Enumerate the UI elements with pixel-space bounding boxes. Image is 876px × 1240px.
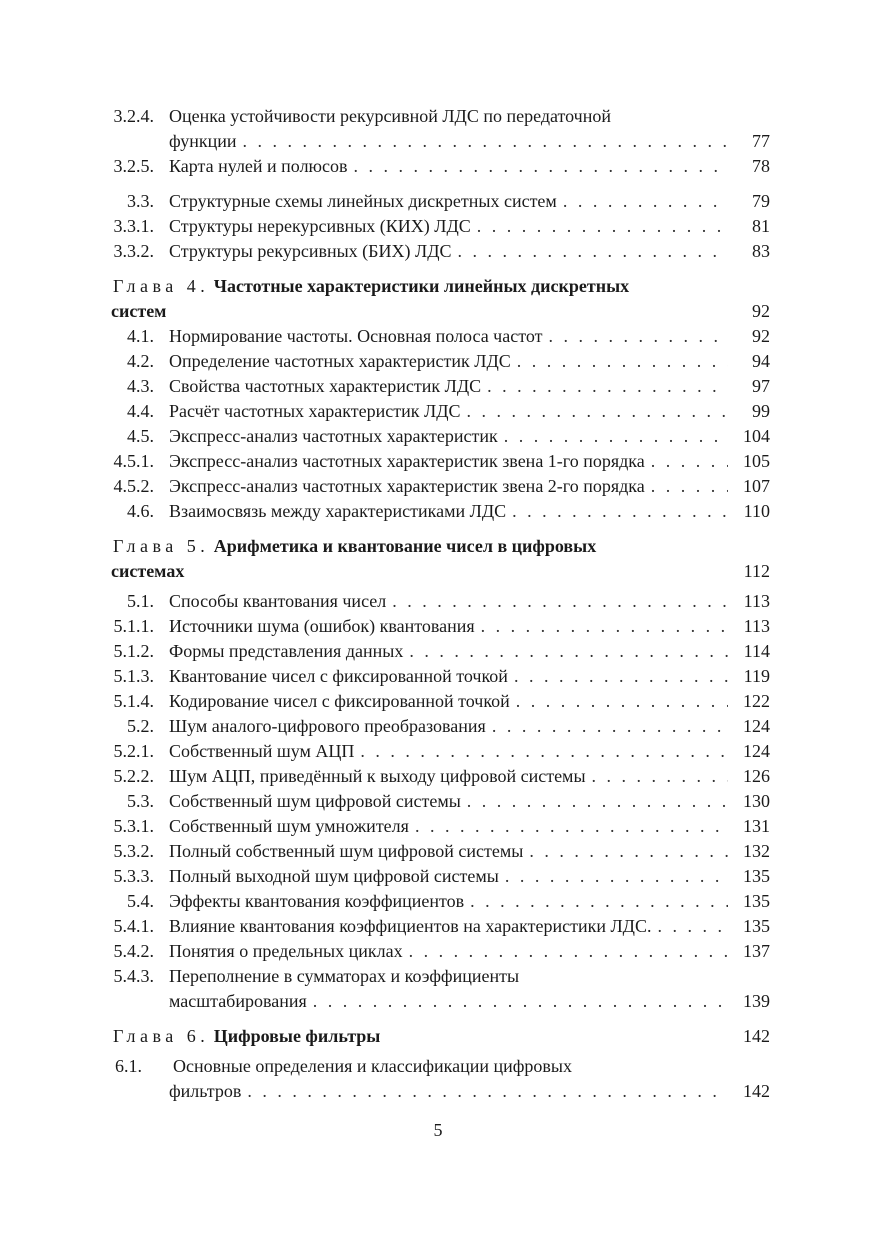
toc-page: 126 [743, 766, 770, 786]
toc-number: 4.5. [127, 426, 154, 446]
toc-number: 3.3.2. [113, 241, 154, 261]
toc-entry[interactable] [105, 589, 770, 614]
toc-page: 130 [743, 791, 770, 811]
toc-entry[interactable] [105, 714, 770, 739]
toc-title: Экспресс-анализ частотных характеристик [169, 426, 498, 446]
toc-title-continuation: фильтров [169, 1081, 242, 1101]
chapter-title: Цифровые фильтры [213, 1026, 381, 1046]
toc-title: Свойства частотных характеристик ЛДС [169, 376, 482, 396]
toc-number: 5.4.1. [113, 916, 154, 936]
toc-page: 97 [752, 376, 770, 396]
toc-entry[interactable] [105, 324, 770, 349]
toc-number: 5.4.3. [113, 966, 154, 986]
toc-leader-dots [409, 814, 728, 839]
toc-title: Понятия о предельных циклах [169, 941, 403, 961]
toc-page: 135 [743, 866, 770, 886]
toc-page: 139 [743, 991, 770, 1011]
toc-entry[interactable] [105, 104, 770, 129]
toc-number: 4.5.1. [113, 451, 154, 471]
toc-title: Способы квантования чисел [169, 591, 387, 611]
table-of-contents [105, 104, 770, 1104]
toc-page: 105 [743, 451, 770, 471]
toc-number: 5.1.4. [113, 691, 154, 711]
chapter-label: Глава 4. [113, 276, 210, 296]
toc-title: Собственный шум умножителя [169, 816, 409, 836]
toc-entry[interactable] [105, 499, 770, 524]
toc-number: 5.3.3. [113, 866, 154, 886]
toc-number: 4.2. [127, 351, 154, 371]
toc-entry[interactable] [105, 1054, 770, 1079]
toc-number: 5.4. [127, 891, 154, 911]
toc-title: Шум АЦП, приведённый к выходу цифровой системы [169, 766, 586, 786]
toc-entry[interactable] [105, 789, 770, 814]
chapter-title-continuation: систем [111, 301, 167, 321]
toc-number: 4.4. [127, 401, 154, 421]
toc-number: 4.5.2. [113, 476, 154, 496]
toc-entry[interactable] [105, 239, 770, 264]
toc-page: 81 [752, 216, 770, 236]
toc-page: 94 [752, 351, 770, 371]
toc-title: Влияние квантования коэффициентов на характеристики ЛДС. [169, 916, 652, 936]
toc-number: 5.1.1. [113, 616, 154, 636]
toc-leader-dots [481, 374, 728, 399]
toc-leader-dots [486, 714, 728, 739]
toc-number: 3.2.4. [113, 106, 154, 126]
toc-entry[interactable] [105, 614, 770, 639]
toc-title: Собственный шум АЦП [169, 741, 355, 761]
toc-entry[interactable] [105, 664, 770, 689]
toc-title: Формы представления данных [169, 641, 404, 661]
toc-title: Полный собственный шум цифровой системы [169, 841, 524, 861]
toc-leader-dots [354, 739, 728, 764]
toc-page: 135 [743, 916, 770, 936]
toc-chapter[interactable] [105, 1024, 770, 1049]
toc-leader-dots [348, 154, 729, 179]
toc-entry[interactable] [105, 349, 770, 374]
toc-leader-dots [645, 449, 728, 474]
toc-leader-dots [237, 129, 729, 154]
toc-page: 124 [743, 716, 770, 736]
toc-number: 5.1.2. [113, 641, 154, 661]
toc-number: 3.3.1. [113, 216, 154, 236]
toc-entry[interactable] [105, 689, 770, 714]
toc-entry[interactable] [105, 639, 770, 664]
toc-number: 5.3. [127, 791, 154, 811]
toc-entry[interactable] [105, 189, 770, 214]
toc-leader-dots [471, 214, 728, 239]
toc-page: 107 [743, 476, 770, 496]
toc-number: 4.6. [127, 501, 154, 521]
toc-leader-dots [241, 1079, 728, 1104]
toc-page: 122 [743, 691, 770, 711]
toc-leader-dots [464, 889, 728, 914]
toc-leader-dots [307, 989, 728, 1014]
toc-number: 3.3. [127, 191, 154, 211]
toc-leader-dots [523, 839, 728, 864]
toc-title: Полный выходной шум цифровой системы [169, 866, 499, 886]
toc-title: Шум аналого-цифрового преобразования [169, 716, 486, 736]
toc-page: 104 [743, 426, 770, 446]
toc-entry[interactable] [105, 154, 770, 179]
toc-page: 112 [743, 561, 770, 581]
toc-leader-dots [506, 499, 728, 524]
page-number: 5 [433, 1120, 443, 1140]
toc-page: 77 [752, 131, 770, 151]
toc-leader-dots [499, 864, 728, 889]
toc-entry-continuation[interactable] [105, 989, 770, 1014]
toc-entry[interactable] [105, 764, 770, 789]
toc-entry[interactable] [105, 214, 770, 239]
toc-title: Структурные схемы линейных дискретных систем [169, 191, 557, 211]
toc-number: 5.2. [127, 716, 154, 736]
toc-title: Переполнение в сумматорах и коэффициенты [169, 966, 520, 986]
toc-title: Экспресс-анализ частотных характеристик звена 1-го порядка [169, 451, 645, 471]
toc-number: 5.2.1. [113, 741, 154, 761]
toc-entry[interactable] [105, 424, 770, 449]
toc-chapter[interactable] [105, 534, 770, 559]
toc-title: Структуры рекурсивных (БИХ) ЛДС [169, 241, 452, 261]
toc-page: 110 [743, 501, 770, 521]
toc-leader-dots [645, 474, 728, 499]
toc-leader-dots [511, 349, 728, 374]
toc-number: 5.2.2. [113, 766, 154, 786]
toc-entry[interactable] [105, 449, 770, 474]
toc-leader-dots [508, 664, 728, 689]
toc-number: 3.2.5. [113, 156, 154, 176]
toc-title: Кодирование чисел с фиксированной точкой [169, 691, 510, 711]
toc-number: 5.4.2. [113, 941, 154, 961]
toc-title: Источники шума (ошибок) квантования [169, 616, 475, 636]
toc-title: Взаимосвязь между характеристиками ЛДС [169, 501, 507, 521]
toc-chapter-continuation[interactable] [105, 299, 770, 324]
toc-title: Определение частотных характеристик ЛДС [169, 351, 511, 371]
toc-page: 113 [743, 591, 770, 611]
chapter-title: Частотные характеристики линейных дискретных [213, 276, 630, 296]
toc-page: 119 [743, 666, 770, 686]
toc-number: 5.1. [127, 591, 154, 611]
toc-page: 92 [752, 301, 770, 321]
toc-leader-dots [403, 939, 728, 964]
toc-entry-continuation[interactable] [105, 129, 770, 154]
toc-page: 142 [743, 1081, 770, 1101]
toc-leader-dots [651, 914, 728, 939]
toc-leader-dots [542, 324, 728, 349]
toc-number: 5.3.1. [113, 816, 154, 836]
toc-title: Собственный шум цифровой системы [169, 791, 461, 811]
toc-entry[interactable] [105, 399, 770, 424]
toc-title: Основные определения и классификации цифровых [173, 1056, 573, 1076]
toc-chapter[interactable] [105, 274, 770, 299]
toc-entry[interactable] [105, 889, 770, 914]
toc-title: Структуры нерекурсивных (КИХ) ЛДС [169, 216, 471, 236]
toc-entry[interactable] [105, 939, 770, 964]
toc-entry[interactable] [105, 964, 770, 989]
toc-leader-dots [452, 239, 729, 264]
toc-leader-dots [403, 639, 728, 664]
toc-entry[interactable] [105, 814, 770, 839]
toc-title-continuation: масштабирования [169, 991, 307, 1011]
toc-title: Карта нулей и полюсов [169, 156, 348, 176]
toc-entry[interactable] [105, 474, 770, 499]
toc-entry[interactable] [105, 864, 770, 889]
toc-page: 113 [743, 616, 770, 636]
toc-page: 78 [752, 156, 770, 176]
toc-entry-continuation[interactable] [105, 1079, 770, 1104]
chapter-label: Глава 5. [113, 536, 210, 556]
toc-leader-dots [475, 614, 728, 639]
toc-entry[interactable] [105, 374, 770, 399]
chapter-title-continuation: системах [111, 561, 185, 581]
toc-number: 5.1.3. [113, 666, 154, 686]
toc-page: 137 [743, 941, 770, 961]
toc-title: Эффекты квантования коэффициентов [169, 891, 465, 911]
toc-title: Нормирование частоты. Основная полоса частот [169, 326, 543, 346]
toc-chapter-continuation[interactable] [105, 559, 770, 584]
toc-entry[interactable] [105, 914, 770, 939]
chapter-label: Глава 6. [113, 1026, 210, 1046]
toc-number: 4.3. [127, 376, 154, 396]
toc-page: 79 [752, 191, 770, 211]
toc-page: 135 [743, 891, 770, 911]
toc-page: 114 [743, 641, 770, 661]
toc-title: Квантование чисел с фиксированной точкой [169, 666, 508, 686]
toc-page: 92 [752, 326, 770, 346]
toc-page: 132 [743, 841, 770, 861]
toc-leader-dots [557, 189, 728, 214]
toc-leader-dots [386, 589, 728, 614]
chapter-title: Арифметика и квантование чисел в цифровых [213, 536, 597, 556]
toc-number: 5.3.2. [113, 841, 154, 861]
toc-title: Расчёт частотных характеристик ЛДС [169, 401, 461, 421]
toc-leader-dots [461, 789, 728, 814]
toc-page: 99 [752, 401, 770, 421]
toc-page: 142 [743, 1026, 770, 1046]
toc-number: 4.1. [127, 326, 154, 346]
toc-title: Экспресс-анализ частотных характеристик звена 2-го порядка [169, 476, 645, 496]
toc-leader-dots [510, 689, 728, 714]
toc-title: Оценка устойчивости рекурсивной ЛДС по передаточной [169, 106, 611, 126]
toc-leader-dots [461, 399, 728, 424]
toc-page: 131 [743, 816, 770, 836]
toc-leader-dots [586, 764, 728, 789]
toc-entry[interactable] [105, 839, 770, 864]
toc-entry[interactable] [105, 739, 770, 764]
toc-leader-dots [498, 424, 728, 449]
toc-page: 124 [743, 741, 770, 761]
toc-number: 6.1. [115, 1056, 142, 1076]
toc-title-continuation: функции [169, 131, 237, 151]
toc-page: 83 [752, 241, 770, 261]
